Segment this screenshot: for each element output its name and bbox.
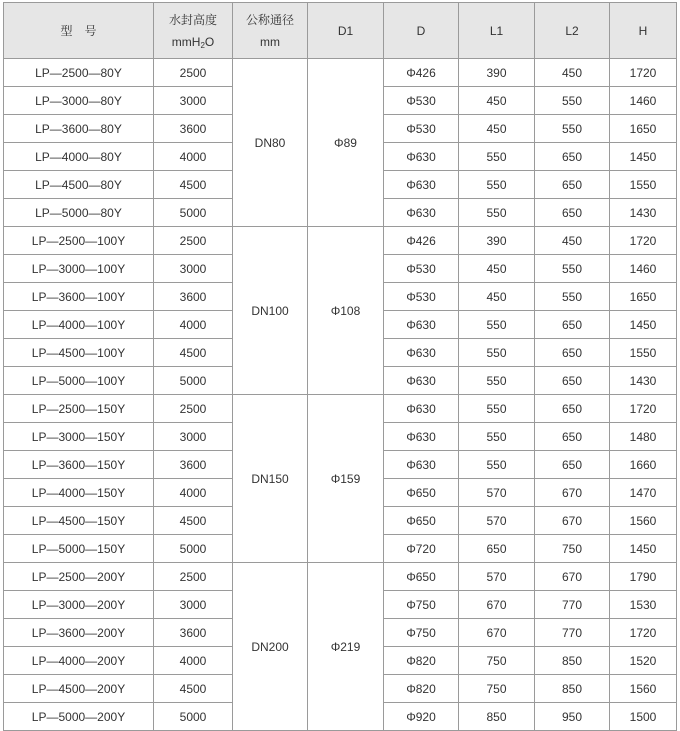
h-cell: 1650 <box>610 115 677 143</box>
nominal-diameter-cell: DN150 <box>233 395 308 563</box>
seal-height-cell: 2500 <box>154 227 233 255</box>
model-cell: LP—2500—150Y <box>4 395 154 423</box>
table-row <box>4 395 677 423</box>
header-l2: L2 <box>535 3 610 59</box>
l2-cell: 450 <box>535 227 610 255</box>
seal-height-cell: 4500 <box>154 171 233 199</box>
l1-cell: 450 <box>459 283 535 311</box>
l1-cell: 570 <box>459 479 535 507</box>
l2-cell: 670 <box>535 479 610 507</box>
l2-cell: 450 <box>535 59 610 87</box>
h-cell: 1460 <box>610 255 677 283</box>
table-row <box>4 227 677 255</box>
l1-cell: 550 <box>459 171 535 199</box>
seal-height-cell: 3000 <box>154 591 233 619</box>
model-cell: LP—4000—100Y <box>4 311 154 339</box>
l1-cell: 550 <box>459 199 535 227</box>
h-cell: 1550 <box>610 171 677 199</box>
d-cell: Φ630 <box>384 423 459 451</box>
seal-height-cell: 3600 <box>154 283 233 311</box>
d-cell: Φ630 <box>384 395 459 423</box>
l1-cell: 550 <box>459 395 535 423</box>
l2-cell: 950 <box>535 703 610 731</box>
l1-cell: 670 <box>459 619 535 647</box>
l1-cell: 550 <box>459 451 535 479</box>
seal-height-cell: 2500 <box>154 563 233 591</box>
model-cell: LP—4000—200Y <box>4 647 154 675</box>
header-seal-height: 水封高度 mmH$_2$O <box>154 3 233 59</box>
nominal-diameter-cell: DN100 <box>233 227 308 395</box>
d-cell: Φ750 <box>384 591 459 619</box>
seal-height-cell: 2500 <box>154 59 233 87</box>
d-cell: Φ820 <box>384 675 459 703</box>
model-cell: LP—4500—200Y <box>4 675 154 703</box>
seal-height-cell: 5000 <box>154 199 233 227</box>
d-cell: Φ426 <box>384 59 459 87</box>
l1-cell: 550 <box>459 423 535 451</box>
nominal-diameter-cell: DN200 <box>233 563 308 731</box>
l2-cell: 770 <box>535 619 610 647</box>
l2-cell: 850 <box>535 647 610 675</box>
seal-height-cell: 4000 <box>154 647 233 675</box>
d1-cell: Φ89 <box>308 59 384 227</box>
d-cell: Φ820 <box>384 647 459 675</box>
l2-cell: 670 <box>535 507 610 535</box>
l1-cell: 850 <box>459 703 535 731</box>
model-cell: LP—2500—200Y <box>4 563 154 591</box>
spec-table <box>3 2 677 731</box>
seal-height-cell: 4500 <box>154 507 233 535</box>
d-cell: Φ630 <box>384 339 459 367</box>
header-d1: D1 <box>308 3 384 59</box>
model-cell: LP—4500—80Y <box>4 171 154 199</box>
d-cell: Φ630 <box>384 451 459 479</box>
h-cell: 1720 <box>610 619 677 647</box>
l2-cell: 670 <box>535 563 610 591</box>
l2-cell: 650 <box>535 199 610 227</box>
table-row <box>4 563 677 591</box>
model-cell: LP—3000—150Y <box>4 423 154 451</box>
l2-cell: 550 <box>535 87 610 115</box>
l1-cell: 650 <box>459 535 535 563</box>
h-cell: 1660 <box>610 451 677 479</box>
d-cell: Φ630 <box>384 143 459 171</box>
l2-cell: 650 <box>535 395 610 423</box>
model-cell: LP—3000—200Y <box>4 591 154 619</box>
seal-height-cell: 3000 <box>154 87 233 115</box>
h-cell: 1450 <box>610 535 677 563</box>
h-cell: 1460 <box>610 87 677 115</box>
d-cell: Φ530 <box>384 283 459 311</box>
model-cell: LP—3600—100Y <box>4 283 154 311</box>
header-nominal-diameter: 公称通径 mm <box>233 3 308 59</box>
l2-cell: 550 <box>535 115 610 143</box>
model-cell: LP—3000—80Y <box>4 87 154 115</box>
header-model: 型 号 <box>4 3 154 59</box>
table-body <box>4 59 677 731</box>
header-h: H <box>610 3 677 59</box>
l1-cell: 550 <box>459 311 535 339</box>
h-cell: 1650 <box>610 283 677 311</box>
nominal-diameter-cell: DN80 <box>233 59 308 227</box>
seal-height-cell: 5000 <box>154 703 233 731</box>
h-cell: 1560 <box>610 675 677 703</box>
d-cell: Φ650 <box>384 563 459 591</box>
seal-height-cell: 3000 <box>154 255 233 283</box>
header-l1: L1 <box>459 3 535 59</box>
seal-height-cell: 4000 <box>154 143 233 171</box>
h-cell: 1450 <box>610 143 677 171</box>
l1-cell: 390 <box>459 59 535 87</box>
l2-cell: 850 <box>535 675 610 703</box>
l2-cell: 650 <box>535 423 610 451</box>
l2-cell: 650 <box>535 171 610 199</box>
seal-height-cell: 5000 <box>154 535 233 563</box>
model-cell: LP—4500—150Y <box>4 507 154 535</box>
l2-cell: 650 <box>535 143 610 171</box>
l2-cell: 550 <box>535 255 610 283</box>
l2-cell: 650 <box>535 311 610 339</box>
model-cell: LP—3000—100Y <box>4 255 154 283</box>
model-cell: LP—5000—100Y <box>4 367 154 395</box>
l1-cell: 550 <box>459 339 535 367</box>
model-cell: LP—5000—150Y <box>4 535 154 563</box>
l2-cell: 650 <box>535 339 610 367</box>
model-cell: LP—3600—80Y <box>4 115 154 143</box>
table-row <box>4 59 677 87</box>
l1-cell: 570 <box>459 563 535 591</box>
d-cell: Φ650 <box>384 507 459 535</box>
l1-cell: 390 <box>459 227 535 255</box>
seal-height-cell: 4000 <box>154 311 233 339</box>
h-cell: 1550 <box>610 339 677 367</box>
l1-cell: 550 <box>459 143 535 171</box>
model-cell: LP—3600—200Y <box>4 619 154 647</box>
h-cell: 1520 <box>610 647 677 675</box>
d1-cell: Φ108 <box>308 227 384 395</box>
l2-cell: 650 <box>535 367 610 395</box>
d-cell: Φ720 <box>384 535 459 563</box>
d-cell: Φ426 <box>384 227 459 255</box>
l1-cell: 450 <box>459 115 535 143</box>
d-cell: Φ530 <box>384 255 459 283</box>
d-cell: Φ530 <box>384 115 459 143</box>
l1-cell: 570 <box>459 507 535 535</box>
seal-height-cell: 4000 <box>154 479 233 507</box>
d-cell: Φ630 <box>384 199 459 227</box>
h-cell: 1720 <box>610 227 677 255</box>
seal-height-cell: 3600 <box>154 451 233 479</box>
h-cell: 1720 <box>610 59 677 87</box>
seal-height-cell: 4500 <box>154 339 233 367</box>
h-cell: 1530 <box>610 591 677 619</box>
d-cell: Φ650 <box>384 479 459 507</box>
h-cell: 1450 <box>610 311 677 339</box>
l1-cell: 670 <box>459 591 535 619</box>
seal-height-cell: 2500 <box>154 395 233 423</box>
seal-height-cell: 4500 <box>154 675 233 703</box>
header-d: D <box>384 3 459 59</box>
l1-cell: 750 <box>459 675 535 703</box>
d-cell: Φ920 <box>384 703 459 731</box>
l1-cell: 550 <box>459 367 535 395</box>
model-cell: LP—3600—150Y <box>4 451 154 479</box>
h-cell: 1480 <box>610 423 677 451</box>
d-cell: Φ750 <box>384 619 459 647</box>
d1-cell: Φ219 <box>308 563 384 731</box>
l2-cell: 550 <box>535 283 610 311</box>
seal-height-cell: 3600 <box>154 619 233 647</box>
l1-cell: 450 <box>459 255 535 283</box>
l2-cell: 770 <box>535 591 610 619</box>
d-cell: Φ630 <box>384 367 459 395</box>
h-cell: 1560 <box>610 507 677 535</box>
model-cell: LP—5000—200Y <box>4 703 154 731</box>
h-cell: 1470 <box>610 479 677 507</box>
seal-height-cell: 3600 <box>154 115 233 143</box>
d-cell: Φ630 <box>384 171 459 199</box>
header-row <box>4 3 677 59</box>
l1-cell: 450 <box>459 87 535 115</box>
h-cell: 1430 <box>610 367 677 395</box>
l1-cell: 750 <box>459 647 535 675</box>
h-cell: 1500 <box>610 703 677 731</box>
spec-table-container <box>3 2 676 731</box>
model-cell: LP—4000—80Y <box>4 143 154 171</box>
model-cell: LP—2500—100Y <box>4 227 154 255</box>
l2-cell: 650 <box>535 451 610 479</box>
model-cell: LP—2500—80Y <box>4 59 154 87</box>
d1-cell: Φ159 <box>308 395 384 563</box>
model-cell: LP—5000—80Y <box>4 199 154 227</box>
l2-cell: 750 <box>535 535 610 563</box>
h-cell: 1720 <box>610 395 677 423</box>
h-cell: 1790 <box>610 563 677 591</box>
model-cell: LP—4000—150Y <box>4 479 154 507</box>
d-cell: Φ530 <box>384 87 459 115</box>
model-cell: LP—4500—100Y <box>4 339 154 367</box>
h-cell: 1430 <box>610 199 677 227</box>
seal-height-cell: 3000 <box>154 423 233 451</box>
seal-height-cell: 5000 <box>154 367 233 395</box>
d-cell: Φ630 <box>384 311 459 339</box>
